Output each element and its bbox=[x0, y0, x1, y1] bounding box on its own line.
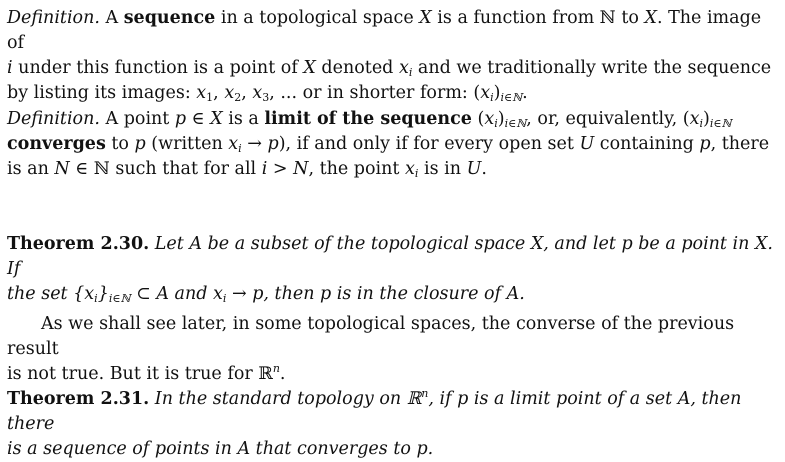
theorem-2-30 bbox=[7, 232, 779, 307]
math-var: x bbox=[196, 83, 207, 103]
remark-paragraph bbox=[7, 312, 779, 387]
math-subscript: 3 bbox=[262, 91, 270, 104]
text-run: (written bbox=[145, 134, 229, 154]
text-run: , or, equivalently, ( bbox=[526, 109, 690, 129]
theorem-text: is a sequence of points in A that converges to p. bbox=[7, 439, 434, 459]
math-var: X bbox=[303, 58, 316, 78]
text-run: → bbox=[241, 134, 268, 154]
math-superscript: n bbox=[272, 362, 280, 375]
theorem-text: In the standard topology on ℝ bbox=[149, 389, 422, 409]
math-var: x bbox=[228, 134, 239, 154]
math-subscript: i bbox=[699, 117, 704, 130]
theorem-label: Theorem 2.31. bbox=[7, 389, 150, 409]
math-var: x bbox=[252, 83, 263, 103]
definition-limit bbox=[7, 107, 769, 182]
theorem-text: } bbox=[97, 284, 109, 304]
text-run: , bbox=[241, 83, 253, 103]
math-var: x bbox=[398, 58, 409, 78]
math-subscript: i bbox=[94, 292, 98, 305]
math-var: p bbox=[699, 134, 711, 154]
math-var: X bbox=[210, 109, 223, 129]
text-run: to bbox=[105, 134, 135, 154]
definition-label: Definition. bbox=[7, 109, 100, 129]
math-var: p bbox=[134, 134, 146, 154]
math-var: N bbox=[54, 159, 70, 179]
text-run: . bbox=[522, 83, 528, 103]
math-var: U bbox=[466, 159, 482, 179]
text-run: containing bbox=[594, 134, 700, 154]
text-run: by listing its images: bbox=[7, 83, 197, 103]
text-run: ∈ ℕ such that for all bbox=[69, 159, 262, 179]
text-run: As we shall see later, in some topological spaces, the converse of the previous result bbox=[7, 314, 735, 359]
text-run: is not true. But it is true for ℝ bbox=[7, 364, 273, 384]
defined-term-sequence: sequence bbox=[123, 8, 216, 28]
text-run: , bbox=[213, 83, 225, 103]
text-run: , ... or in shorter form: ( bbox=[269, 83, 481, 103]
defined-term-converges: converges bbox=[7, 134, 106, 154]
theorem-text: Let A be a subset of the topological space X, and let p be a point in X. If bbox=[7, 234, 773, 279]
text-run: under this function is a point of bbox=[12, 58, 304, 78]
math-var: x bbox=[689, 109, 700, 129]
theorem-text: the set {x bbox=[7, 284, 95, 304]
math-subscript: i bbox=[238, 142, 242, 155]
text-run: > bbox=[267, 159, 294, 179]
theorem-text: , if p is a limit point of a set A, then there bbox=[7, 389, 742, 434]
text-run: A bbox=[99, 8, 124, 28]
text-run: and we traditionally write the sequence bbox=[412, 58, 772, 78]
text-run: ) bbox=[493, 83, 501, 103]
math-superscript: n bbox=[421, 387, 429, 400]
text-run: is in bbox=[418, 159, 467, 179]
text-run: . bbox=[279, 364, 286, 384]
math-var: x bbox=[405, 159, 415, 179]
math-var: i bbox=[261, 159, 268, 179]
math-var: p bbox=[267, 134, 279, 154]
text-run: A point bbox=[99, 109, 175, 129]
text-run: is a bbox=[222, 109, 265, 129]
text-run: in a topological space bbox=[215, 8, 420, 28]
text-run: ) bbox=[703, 109, 710, 129]
math-subscript: 2 bbox=[234, 91, 242, 104]
text-run: is an bbox=[7, 159, 55, 179]
math-subscript: i∈ℕ bbox=[500, 91, 523, 104]
text-run: , the point bbox=[308, 159, 406, 179]
text-run: ) bbox=[497, 109, 505, 129]
math-var: x bbox=[484, 109, 495, 129]
math-subscript: i bbox=[408, 66, 413, 79]
math-subscript: 1 bbox=[206, 91, 214, 104]
text-run: ( bbox=[471, 109, 485, 129]
theorem-text: → p, then p is in the closure of A. bbox=[226, 284, 525, 304]
math-var: N bbox=[293, 159, 309, 179]
math-subscript: i∈ℕ bbox=[108, 292, 131, 305]
math-subscript: i bbox=[494, 117, 498, 130]
text-run: ), if and only if for every open set bbox=[278, 134, 580, 154]
math-subscript: i bbox=[414, 167, 419, 180]
defined-term-limit: limit of the sequence bbox=[264, 109, 472, 129]
theorem-text: ⊂ A and x bbox=[130, 284, 223, 304]
math-var: x bbox=[224, 83, 235, 103]
math-subscript: i bbox=[490, 91, 494, 104]
math-var: x bbox=[480, 83, 491, 103]
math-var: p bbox=[174, 109, 187, 129]
text-run: ∈ bbox=[186, 109, 211, 129]
theorem-label: Theorem 2.30. bbox=[7, 234, 150, 254]
text-run: , there bbox=[710, 134, 770, 154]
text-run: . The image of bbox=[7, 8, 762, 53]
math-subscript: i∈ℕ bbox=[709, 117, 732, 130]
text-run: . bbox=[481, 159, 487, 179]
math-subscript: i bbox=[222, 292, 227, 305]
math-subscript: i∈ℕ bbox=[504, 117, 527, 130]
definition-label: Definition. bbox=[7, 8, 100, 28]
math-var: i bbox=[7, 58, 13, 78]
text-run: is a function from ℕ to bbox=[431, 8, 645, 28]
text-run: denoted bbox=[315, 58, 399, 78]
definition-sequence bbox=[7, 6, 779, 106]
math-var: U bbox=[579, 134, 595, 154]
theorem-2-31 bbox=[7, 387, 779, 462]
math-var: X bbox=[419, 8, 432, 28]
math-var: X bbox=[644, 8, 657, 28]
